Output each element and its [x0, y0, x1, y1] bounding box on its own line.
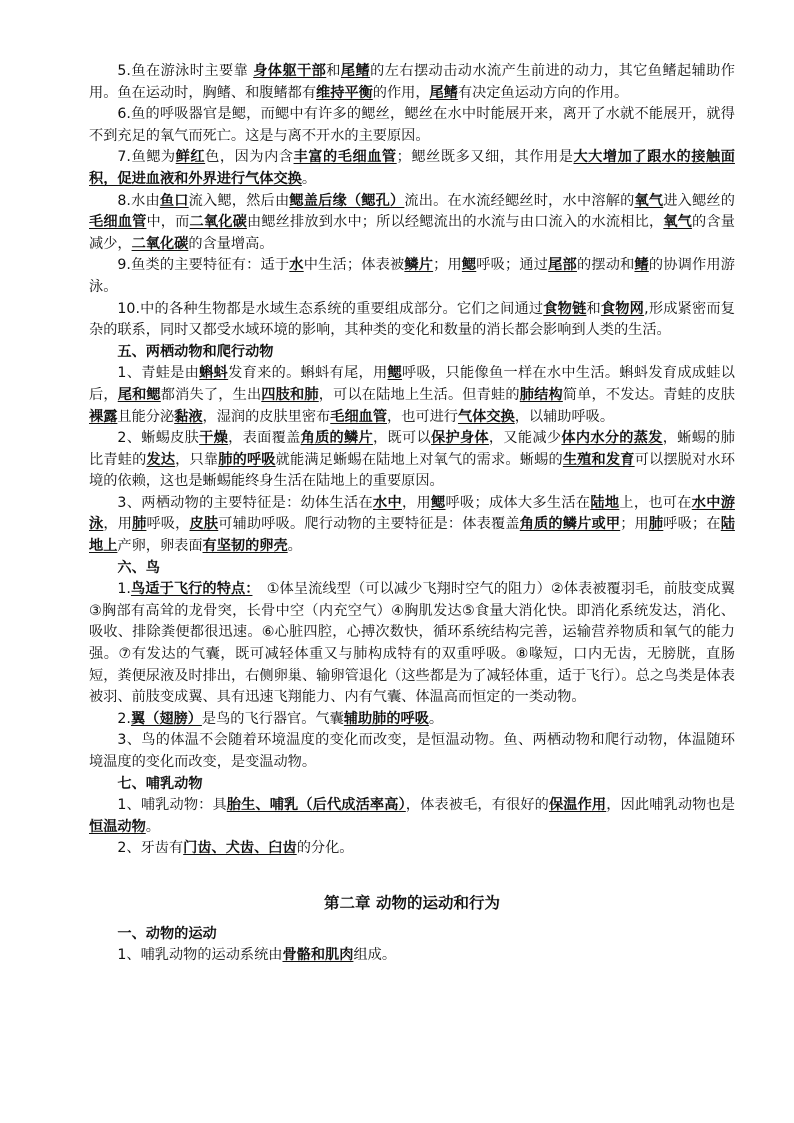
paragraph-gill-color: 7.鱼鳃为鲜红色，因为内含丰富的毛细血管；鳃丝既多又细，其作用是大大增加了跟水的接触面积，促进血液和外界进行气体交换。	[89, 149, 735, 187]
chapter-title: 第二章 动物的运动和行为	[324, 893, 500, 912]
paragraph-lizard: 2、蜥蜴皮肤干燥，表面覆盖角质的鳞片，既可以保护身体，又能减少体内水分的蒸发，蜥蜴的肺比青蛙的发达，只靠肺的呼吸就能满足蜥蜴在陆地上对氧气的需求。蜥蜴的生殖和发育可以摆脱对水环境的依赖，这也是蜥蜴能终身生活在陆地上的重要原因。	[89, 430, 735, 490]
paragraph-water-flow: 8.水由鱼口流入鳃，然后由鳃盖后缘（鳃孔）流出。在水流经鳃丝时，水中溶解的氧气进入鳃丝的毛细血管中，而二氧化碳由鳃丝排放到水中；所以经鳃流出的水流与由口流入的水流相比，氧气的含量减少，二氧化碳的含量增高。	[89, 192, 735, 252]
paragraph-amphibian-reptile-features: 3、两栖动物的主要特征是：幼体生活在水中，用鳃呼吸；成体大多生活在陆地上，也可在水中游泳，用肺呼吸，皮肤可辅助呼吸。爬行动物的主要特征是：体表覆盖角质的鳞片或甲；用肺呼吸；在陆地上产卵，卵表面有坚韧的卵壳。	[89, 494, 735, 555]
section-heading-mammals: 七、哺乳动物	[117, 775, 203, 792]
paragraph-aquatic-ecosystem: 10.中的各种生物都是水域生态系统的重要组成部分。它们之间通过食物链和食物网,形成紧密而复杂的联系，同时又都受水域环境的影响，其种类的变化和数量的消长都会影响到人类的生活。	[89, 300, 735, 339]
paragraph-fish-gills: 6.鱼的呼吸器官是鳃，而鳃中有许多的鳃丝，鳃丝在水中时能展开来，离开了水就不能展开，就得不到充足的氧气而死亡。这是与离不开水的主要原因。	[89, 106, 735, 144]
paragraph-bird-flight: 1.鸟适于飞行的特点： ①体呈流线型（可以减少飞翔时空气的阻力）②体表被覆羽毛，前肢变成翼③胸部有高耸的龙骨突，长骨中空（内充空气）④胸肌发达⑤食量大消化快。即消化系统发达，消化、吸收、排除粪便都很迅速。⑥心脏四腔，心搏次数快，循环系统结构完善，运输营养物质和氧气的能力强。⑦有发达的气囊，既可减轻体重又与肺构成特有的双重呼吸。⑧喙短，口内无齿，无膀胱，直肠短，粪便尿液及时排出，右侧卵巢、输卵管退化（这些都是为了减轻体重，适于飞行）。总之鸟类是体表被羽、前肢变成翼、具有迅速飞翔能力、内有气囊、体温高而恒定的一类动物。	[89, 581, 735, 706]
paragraph-mammal-features: 1、哺乳动物：具胎生、哺乳（后代成活率高），体表被毛，有很好的保温作用，因此哺乳动物也是恒温动物。	[89, 797, 735, 835]
paragraph-body-temperature: 3、鸟的体温不会随着环境温度的变化而改变，是恒温动物。鱼、两栖动物和爬行动物，体温随环境温度的变化而改变，是变温动物。	[89, 732, 735, 770]
paragraph-wings: 2.翼（翅膀）是鸟的飞行器官。气囊辅助肺的呼吸。	[117, 710, 444, 727]
paragraph-teeth: 2、牙齿有门齿、犬齿、臼齿的分化。	[117, 840, 354, 857]
section-heading-animal-movement: 一、动物的运动	[117, 925, 217, 942]
section-heading-birds: 六、鸟	[117, 559, 160, 576]
paragraph-fish-swimming: 5.鱼在游泳时主要靠 身体躯干部和尾鳍的左右摆动击动水流产生前进的动力，其它鱼鳍起辅助作用。鱼在运动时，胸鳍、和腹鳍都有维持平衡的作用，尾鳍有决定鱼运动方向的作用。	[89, 63, 735, 101]
document-body	[89, 61, 735, 967]
paragraph-frog: 1、青蛙是由蝌蚪发育来的。蝌蚪有尾，用鳃呼吸，只能像鱼一样在水中生活。蝌蚪发育成成蛙以后，尾和鳃都消失了，生出四肢和肺，可以在陆地上生活。但青蛙的肺结构简单，不发达。青蛙的皮肤裸露且能分泌黏液，湿润的皮肤里密布毛细血管，也可进行气体交换，以辅助呼吸。	[89, 365, 735, 425]
section-heading-amphibians-reptiles: 五、两栖动物和爬行动物	[117, 343, 274, 360]
paragraph-locomotor-system: 1、哺乳动物的运动系统由骨骼和肌肉组成。	[117, 947, 397, 964]
paragraph-fish-features: 9.鱼类的主要特征有：适于水中生活；体表被鳞片；用鳃呼吸；通过尾部的摆动和鳍的协调作用游泳。	[89, 257, 735, 295]
